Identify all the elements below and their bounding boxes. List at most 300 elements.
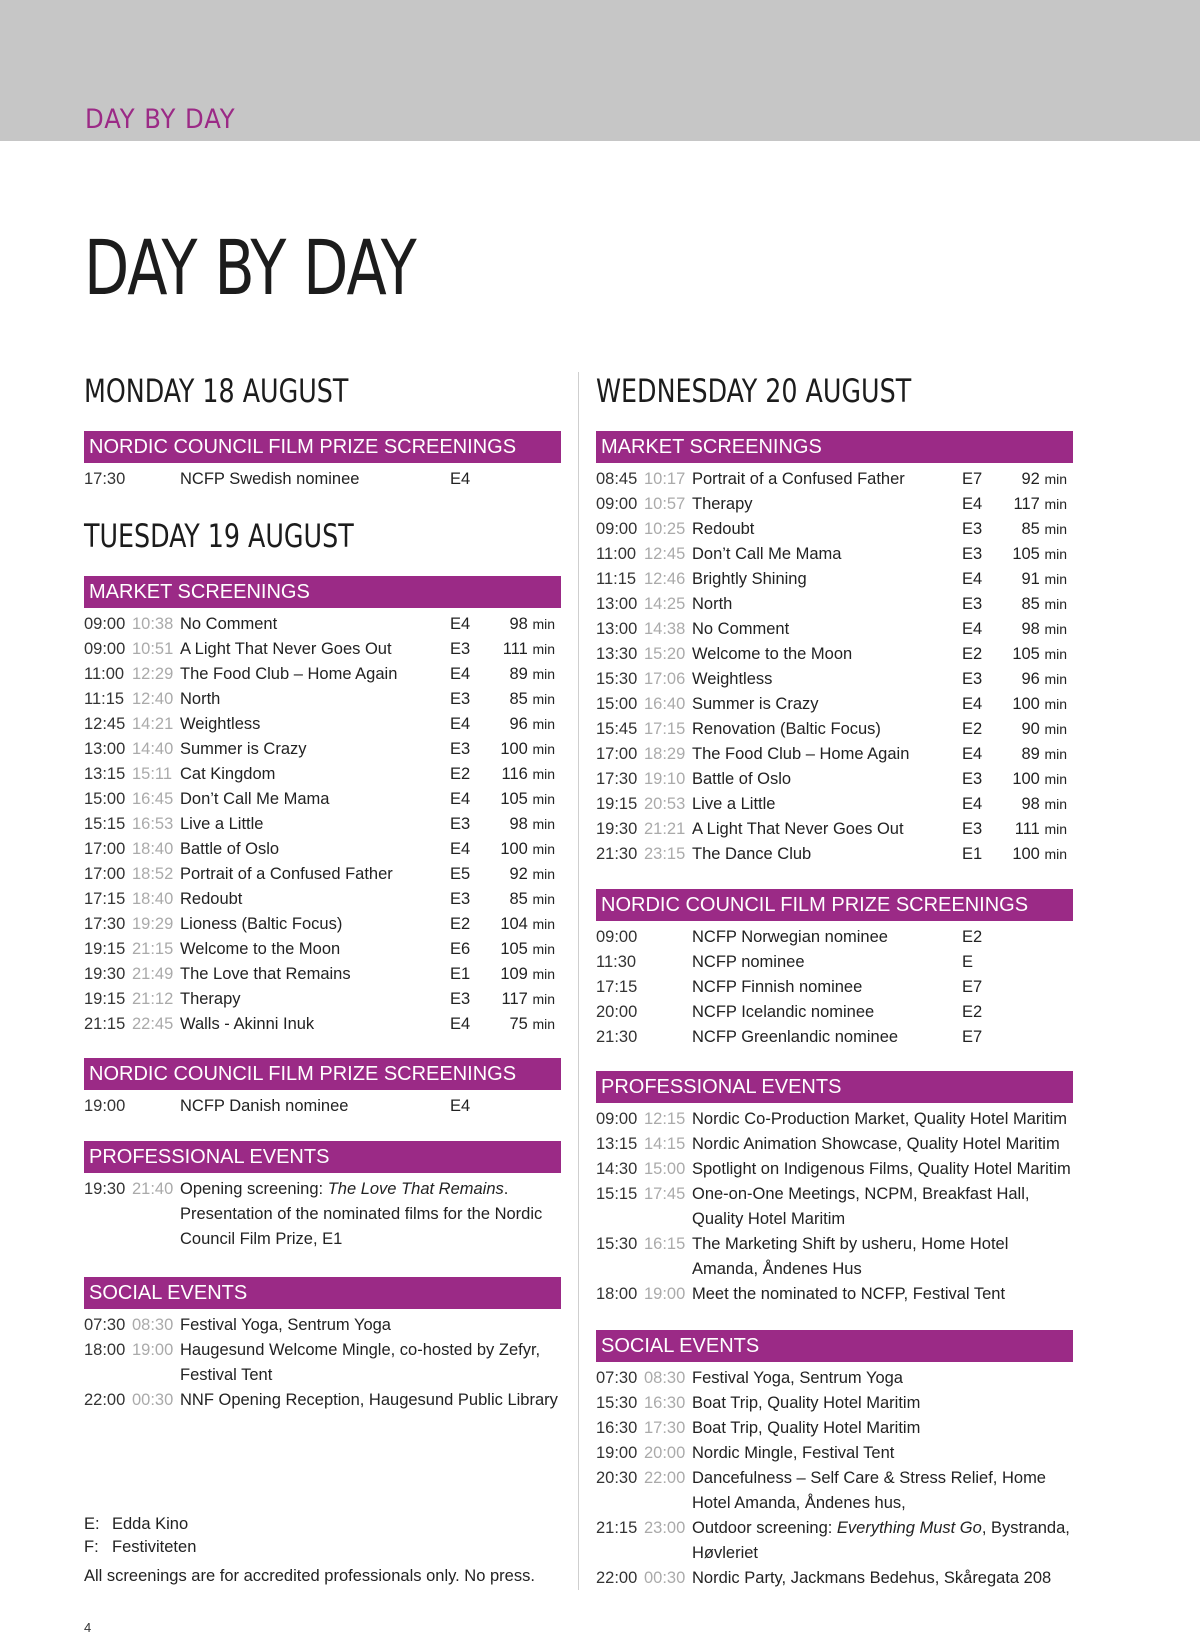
start-time: 11:30 [596,953,637,971]
event-list [84,1313,561,1413]
column-divider [578,372,579,1590]
end-time: 15:20 [644,645,686,663]
film-title: Weightless [692,670,773,688]
venue-code: E3 [962,670,983,688]
end-time: 16:15 [644,1235,686,1253]
running-time-value: 105 [500,790,528,808]
event-item [596,1366,1073,1391]
start-time: 15:00 [84,790,126,808]
start-time: 19:30 [84,965,126,983]
start-time: 17:15 [84,890,126,908]
running-time [1021,717,1067,742]
running-time-unit: min [1044,771,1067,787]
schedule-row [84,937,561,962]
wednesday-ncfp-section [596,889,1073,1050]
end-time: 20:00 [644,1444,686,1462]
running-time-unit: min [532,666,555,682]
film-title: Welcome to the Moon [180,940,341,958]
end-time: 10:25 [644,520,686,538]
section-bar: MARKET SCREENINGS [596,431,1073,463]
screening-list [84,612,561,1037]
schedule-row [84,787,561,812]
running-time-unit: min [532,641,555,657]
film-title: Brightly Shining [692,570,807,588]
start-time: 15:00 [596,695,638,713]
schedule-row [84,837,561,862]
running-time-unit: min [532,841,555,857]
event-title-italic: Everything Must Go [836,1519,982,1537]
running-time-unit: min [1044,521,1067,537]
end-time: 21:40 [132,1180,174,1198]
running-time-value: 117 [501,990,528,1008]
start-time: 19:15 [84,990,126,1008]
venue-code: E4 [450,615,471,633]
running-time-unit: min [1044,646,1067,662]
start-time: 13:00 [596,595,638,613]
venue-code: E4 [450,1097,471,1115]
end-time: 19:00 [132,1341,174,1359]
running-time-value: 96 [1021,670,1040,688]
venue-code: E3 [962,545,983,563]
end-time: 21:15 [132,940,174,958]
section-bar: MARKET SCREENINGS [84,576,561,608]
schedule-row [596,517,1073,542]
start-time: 11:00 [596,545,637,563]
wednesday-social-section [596,1330,1073,1591]
venue-code: E3 [450,740,471,758]
end-time: 12:45 [644,545,686,563]
running-time-unit: min [532,991,555,1007]
end-time: 23:00 [644,1519,686,1537]
event-text: Festival Yoga, Sentrum Yoga [180,1316,391,1334]
running-time [509,687,555,712]
wednesday-professional-section [596,1071,1073,1307]
end-time: 18:52 [132,865,174,883]
venue-code: E3 [450,990,471,1008]
start-time: 19:00 [596,1444,638,1462]
event-description [692,1516,1073,1566]
film-title: Don’t Call Me Mama [180,790,330,808]
running-time [1021,617,1067,642]
end-time: 17:45 [644,1185,686,1203]
start-time: 07:30 [84,1316,126,1334]
event-item [596,1391,1073,1416]
start-time: 15:45 [596,720,638,738]
start-time: 20:00 [596,1003,638,1021]
end-time: 12:40 [132,690,174,708]
press-note: All screenings are for accredited professionals only. No press. [84,1567,535,1585]
running-time [500,737,555,762]
running-time-value: 98 [509,615,528,633]
end-time: 20:53 [644,795,686,813]
schedule-row [596,717,1073,742]
start-time: 09:00 [596,928,638,946]
venue-code: E1 [450,965,471,983]
event-item [84,1313,561,1338]
running-time-unit: min [532,791,555,807]
running-time [1021,567,1067,592]
start-time: 19:15 [596,795,638,813]
schedule-row [596,925,1073,950]
monday-ncfp-section [84,431,561,492]
section-bar: PROFESSIONAL EVENTS [596,1071,1073,1103]
start-time: 13:15 [596,1135,638,1153]
schedule-row [84,962,561,987]
end-time: 17:15 [644,720,686,738]
start-time: 17:00 [84,865,126,883]
end-time: 14:21 [132,715,174,733]
venue-code: E4 [450,790,471,808]
screening-list [596,467,1073,867]
venue-code: E7 [962,1028,983,1046]
schedule-row [596,792,1073,817]
page-number: 4 [84,1620,92,1635]
legend-item: E: Edda Kino [84,1515,189,1533]
event-text: Haugesund Welcome Mingle, co-hosted by Zefyr, Festival Tent [180,1341,541,1384]
venue-code: E4 [450,665,471,683]
event-item [84,1388,561,1413]
end-time: 21:21 [644,820,686,838]
venue-code: E4 [450,840,471,858]
schedule-row [596,742,1073,767]
running-time-unit: min [1044,471,1067,487]
event-item [596,1182,1073,1232]
venue-code: E2 [450,765,471,783]
event-text: Boat Trip, Quality Hotel Maritim [692,1419,921,1437]
start-time: 09:00 [84,615,126,633]
event-description [180,1388,561,1413]
event-item [84,1177,561,1252]
venue-code: E4 [962,495,983,513]
schedule-row [596,492,1073,517]
schedule-row [596,817,1073,842]
venue-code: E4 [962,695,983,713]
event-text: Meet the nominated to NCFP, Festival Tent [692,1285,1006,1303]
running-time-value: 89 [1021,745,1040,763]
event-description [692,1466,1073,1516]
running-time-unit: min [532,716,555,732]
running-time-unit: min [532,616,555,632]
running-time-unit: min [532,891,555,907]
start-time: 15:15 [596,1185,638,1203]
running-time-value: 100 [1012,695,1040,713]
schedule-row [596,542,1073,567]
schedule-row [84,467,561,492]
start-time: 12:45 [84,715,126,733]
running-time-unit: min [1044,746,1067,762]
event-item [596,1516,1073,1566]
running-time [502,762,555,787]
film-title: No Comment [180,615,278,633]
event-text: Opening screening: [180,1180,328,1198]
film-title: No Comment [692,620,790,638]
film-title: Lioness (Baltic Focus) [180,915,343,933]
start-time: 08:45 [596,470,638,488]
schedule-row [596,467,1073,492]
section-bar: PROFESSIONAL EVENTS [84,1141,561,1173]
running-time [1021,742,1067,767]
start-time: 09:00 [596,1110,638,1128]
event-text: Spotlight on Indigenous Films, Quality Hotel Maritim [692,1160,1071,1178]
running-time-value: 109 [500,965,528,983]
running-time [1012,692,1067,717]
end-time: 17:06 [644,670,686,688]
event-list [84,1177,561,1252]
event-item [596,1157,1073,1182]
end-time: 19:29 [132,915,174,933]
venue-code: E3 [962,595,983,613]
venue-code: E7 [962,978,983,996]
end-time: 08:30 [132,1316,174,1334]
running-time [509,712,555,737]
schedule-row [596,667,1073,692]
running-time [1021,517,1067,542]
start-time: 21:30 [596,845,638,863]
event-title-italic: The Love That Remains [327,1180,504,1198]
running-time [1021,592,1067,617]
start-time: 18:00 [596,1285,638,1303]
film-title: Portrait of a Confused Father [180,865,393,883]
running-time-unit: min [532,766,555,782]
start-time: 17:30 [596,770,638,788]
schedule-row [596,642,1073,667]
running-time [500,912,555,937]
schedule-row [596,767,1073,792]
film-title: NCFP Swedish nominee [180,470,360,488]
schedule-row [596,1000,1073,1025]
start-time: 14:30 [596,1160,638,1178]
start-time: 15:30 [596,1394,638,1412]
end-time: 14:25 [644,595,686,613]
end-time: 14:40 [132,740,174,758]
running-time-value: 92 [509,865,528,883]
schedule-row [84,912,561,937]
film-title: A Light That Never Goes Out [692,820,904,838]
film-title: The Dance Club [692,845,812,863]
running-time [500,787,555,812]
venue-code: E2 [962,645,983,663]
running-time-unit: min [1044,571,1067,587]
end-time: 21:49 [132,965,174,983]
event-text: Nordic Party, Jackmans Bedehus, Skåregata 208 [692,1569,1052,1587]
event-text: One-on-One Meetings, NCPM, Breakfast Hall, Quality Hotel Maritim [692,1185,1030,1228]
running-time-unit: min [1044,596,1067,612]
section-bar: NORDIC COUNCIL FILM PRIZE SCREENINGS [596,889,1073,921]
screening-list [84,467,561,492]
start-time: 19:30 [596,820,638,838]
venue-code: E4 [450,470,471,488]
end-time: 17:30 [644,1419,686,1437]
running-time-value: 85 [509,690,528,708]
film-title: North [180,690,221,708]
film-title: NCFP nominee [692,953,805,971]
running-time [1012,767,1067,792]
end-time: 22:00 [644,1469,686,1487]
tuesday-professional-section [84,1141,561,1252]
legend-item: F: Festiviteten [84,1538,197,1556]
end-time: 12:15 [644,1110,686,1128]
running-time [1021,467,1067,492]
start-time: 17:30 [84,470,126,488]
event-text: Dancefulness – Self Care & Stress Relief, Home Hotel Amanda, Åndenes hus, [692,1469,1046,1512]
schedule-row [84,1094,561,1119]
start-time: 07:30 [596,1369,638,1387]
running-time-unit: min [532,916,555,932]
film-title: Therapy [692,495,753,513]
film-title: Portrait of a Confused Father [692,470,905,488]
start-time: 17:30 [84,915,126,933]
event-item [596,1416,1073,1441]
venue-code: E3 [450,640,471,658]
venue-code: E2 [962,1003,983,1021]
event-list [596,1366,1073,1591]
running-time-unit: min [532,816,555,832]
start-time: 11:00 [84,665,125,683]
end-time: 15:00 [644,1160,686,1178]
running-time [500,962,555,987]
start-time: 22:00 [84,1391,126,1409]
venue-code: E4 [962,620,983,638]
venue-code: E4 [450,715,471,733]
event-description [692,1107,1073,1132]
running-time-value: 90 [1021,720,1040,738]
running-header: DAY BY DAY [85,104,236,135]
venue-code: E3 [962,770,983,788]
event-description [692,1416,1073,1441]
screening-list [596,925,1073,1050]
running-time-value: 98 [1021,620,1040,638]
film-title: Redoubt [180,890,243,908]
venue-code: E3 [962,520,983,538]
end-time: 12:29 [132,665,174,683]
venue-code: E2 [962,928,983,946]
start-time: 13:00 [596,620,638,638]
film-title: The Food Club – Home Again [180,665,398,683]
running-time-value: 85 [1021,595,1040,613]
film-title: The Love that Remains [180,965,351,983]
running-time-value: 91 [1021,570,1040,588]
end-time: 00:30 [644,1569,686,1587]
start-time: 19:00 [84,1097,126,1115]
start-time: 11:15 [596,570,637,588]
venue-code: E4 [962,570,983,588]
running-time-unit: min [1044,671,1067,687]
running-time-unit: min [1044,621,1067,637]
film-title: Cat Kingdom [180,765,276,783]
running-time-unit: min [532,966,555,982]
schedule-row [596,842,1073,867]
schedule-row [84,612,561,637]
venue-code: E2 [450,915,471,933]
start-time: 13:30 [596,645,638,663]
running-time-unit: min [1044,496,1067,512]
running-time-unit: min [1044,696,1067,712]
running-time-value: 116 [501,765,528,783]
end-time: 10:51 [132,640,174,658]
schedule-row [596,950,1073,975]
venue-code: E4 [962,795,983,813]
event-description [180,1313,561,1338]
event-description [692,1441,1073,1466]
running-time-value: 111 [502,640,528,658]
venue-code: E5 [450,865,471,883]
schedule-row [84,712,561,737]
event-item [596,1441,1073,1466]
venue-code: E7 [962,470,983,488]
running-time [1012,842,1067,867]
event-description [692,1391,1073,1416]
running-time-value: 98 [1021,795,1040,813]
start-time: 19:30 [84,1180,126,1198]
start-time: 21:30 [596,1028,638,1046]
end-time: 14:38 [644,620,686,638]
event-item [596,1566,1073,1591]
event-description [692,1282,1073,1307]
venue-code: E1 [962,845,983,863]
running-time-value: 100 [500,840,528,858]
running-time-unit: min [532,1016,555,1032]
venue-legend [84,1513,196,1559]
tuesday-ncfp-section [84,1058,561,1119]
film-title: NCFP Norwegian nominee [692,928,888,946]
wednesday-market-section [596,431,1073,867]
event-text: The Marketing Shift by usheru, Home Hotel Amanda, Åndenes Hus [692,1235,1009,1278]
top-band [0,0,1200,141]
running-time-unit: min [532,941,555,957]
start-time: 19:15 [84,940,126,958]
running-time-value: 98 [509,815,528,833]
running-time-unit: min [532,741,555,757]
venue-code: E2 [962,720,983,738]
start-time: 11:15 [84,690,125,708]
running-time-value: 105 [500,940,528,958]
schedule-row [84,987,561,1012]
film-title: Summer is Crazy [692,695,819,713]
tuesday-social-section [84,1277,561,1413]
end-time: 19:00 [644,1285,686,1303]
end-time: 16:45 [132,790,174,808]
start-time: 15:15 [84,815,126,833]
running-time-unit: min [1044,546,1067,562]
running-time-value: 89 [509,665,528,683]
event-item [84,1338,561,1388]
running-time-value: 105 [1012,645,1040,663]
film-title: NCFP Finnish nominee [692,978,863,996]
event-text: Outdoor screening: [692,1519,837,1537]
event-item [596,1132,1073,1157]
venue-code: E4 [450,1015,471,1033]
end-time: 19:10 [644,770,686,788]
film-title: NCFP Danish nominee [180,1097,349,1115]
running-time [500,937,555,962]
running-time [1015,817,1067,842]
event-description [692,1232,1073,1282]
schedule-row [84,812,561,837]
section-bar: NORDIC COUNCIL FILM PRIZE SCREENINGS [84,1058,561,1090]
section-bar: SOCIAL EVENTS [84,1277,561,1309]
end-time: 22:45 [132,1015,174,1033]
film-title: Weightless [180,715,261,733]
running-time-unit: min [1044,796,1067,812]
section-bar: SOCIAL EVENTS [596,1330,1073,1362]
start-time: 21:15 [596,1519,638,1537]
running-time-value: 105 [1012,545,1040,563]
day-heading-tuesday: TUESDAY 19 AUGUST [84,517,354,555]
schedule-row [596,1025,1073,1050]
running-time [1021,792,1067,817]
film-title: The Food Club – Home Again [692,745,910,763]
venue-code: E6 [450,940,471,958]
